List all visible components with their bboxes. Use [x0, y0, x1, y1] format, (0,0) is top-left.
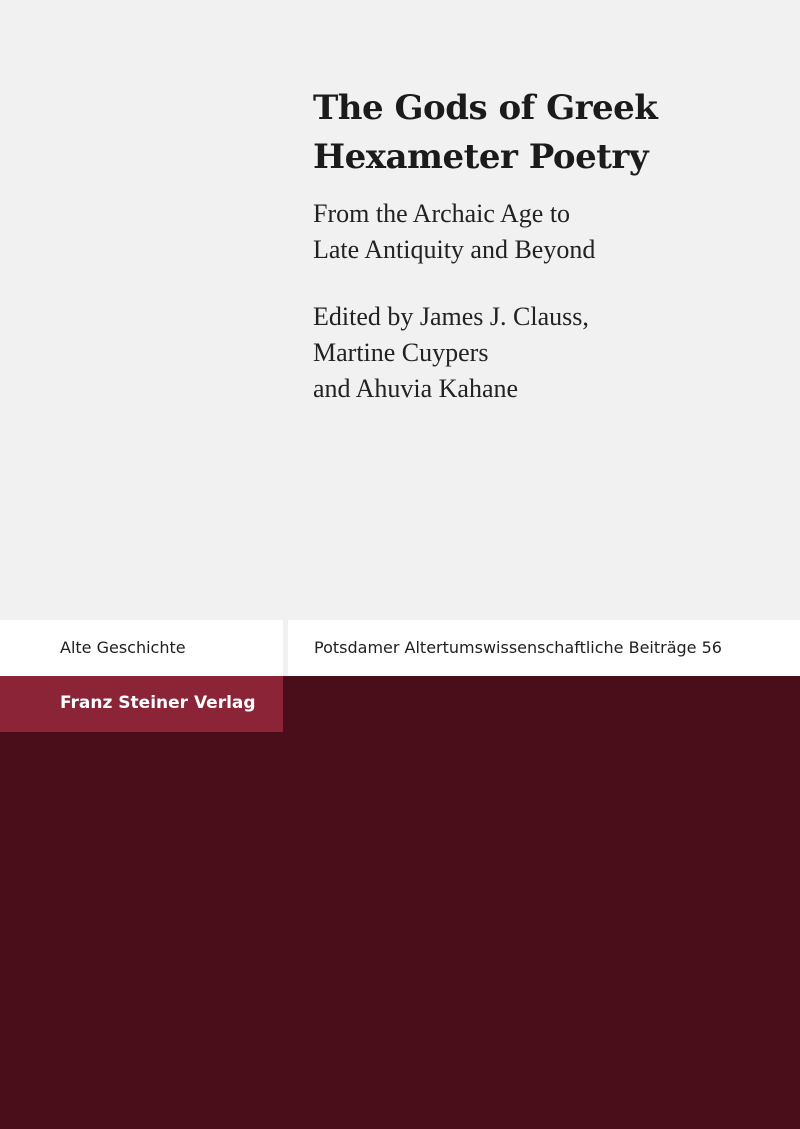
book-title-line-1: The Gods of Greek [313, 88, 658, 128]
book-editors-line-3: and Ahuvia Kahane [313, 374, 519, 403]
series-band [0, 620, 800, 676]
book-subtitle [313, 196, 783, 268]
book-title [313, 84, 783, 182]
subject-box [0, 620, 283, 676]
series-label: Potsdamer Altertumswissenschaftliche Beiträge 56 [314, 638, 722, 657]
subject-label: Alte Geschichte [60, 638, 186, 657]
publisher-box [0, 676, 283, 732]
series-box [288, 620, 800, 676]
book-title-line-2: Hexameter Poetry [313, 137, 649, 177]
publisher-name: Franz Steiner Verlag [60, 693, 256, 713]
book-editors-line-1: Edited by James J. Clauss, [313, 302, 589, 331]
book-subtitle-line-2: Late Antiquity and Beyond [313, 235, 596, 264]
book-subtitle-line-1: From the Archaic Age to [313, 199, 571, 228]
book-editors [313, 299, 783, 407]
book-editors-line-2: Martine Cuypers [313, 338, 489, 367]
cover-bottom-panel [0, 676, 800, 1129]
